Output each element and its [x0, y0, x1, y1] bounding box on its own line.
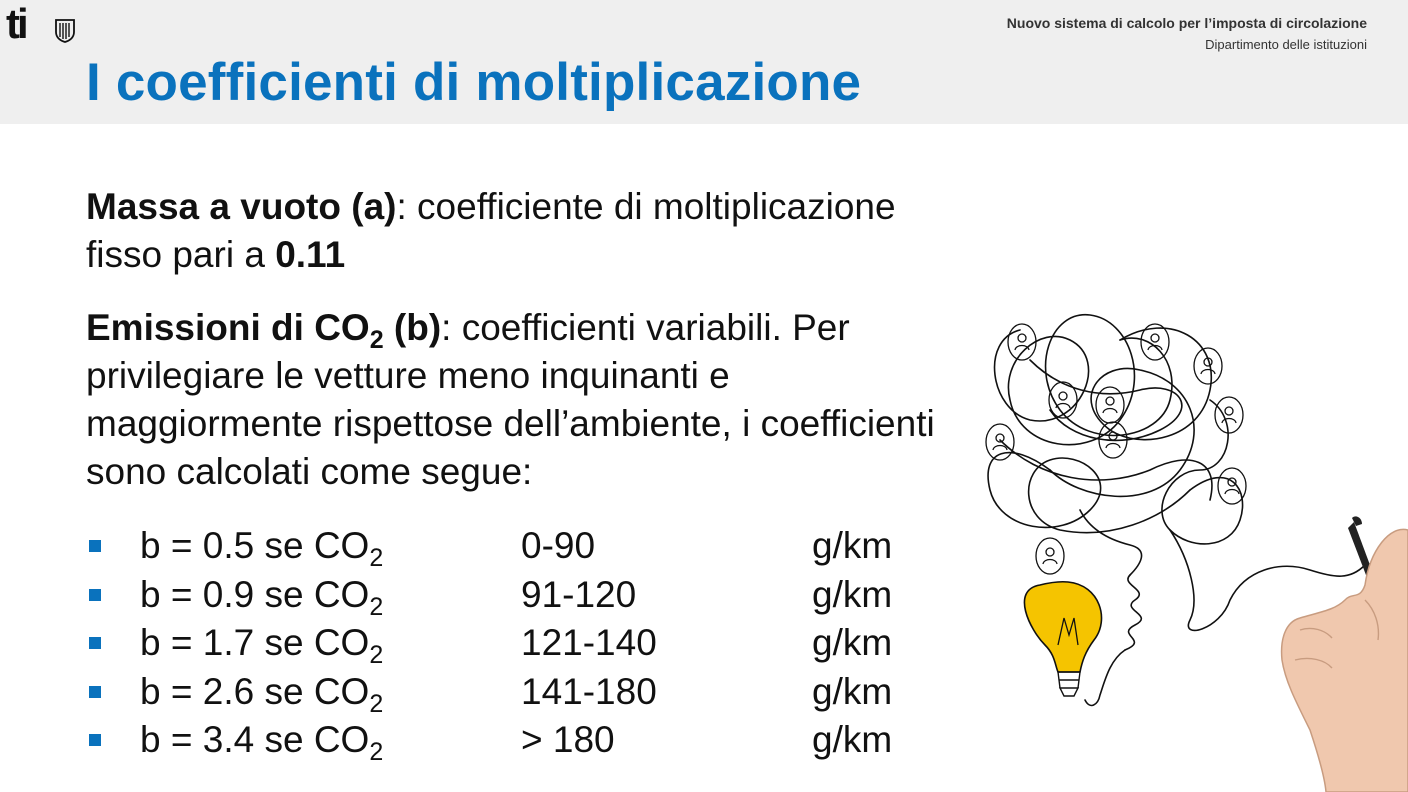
co2-range: 91-120: [521, 573, 637, 615]
co2-text: : coefficienti variabili. Per privilegiare le vetture meno inquinanti e maggiormente rispettose dell’ambiente, i coefficienti sono calcolati come segue:: [86, 307, 935, 492]
unit-label: g/km: [812, 573, 893, 615]
square-bullet-icon: [89, 540, 101, 552]
document-subtitle: Nuovo sistema di calcolo per l’imposta di circolazione: [1006, 15, 1367, 31]
department-name: Dipartimento delle istituzioni: [1205, 37, 1367, 52]
unit-label: g/km: [812, 719, 893, 760]
mass-value: 0.11: [275, 234, 346, 275]
hand-with-pen-icon: [1282, 516, 1408, 792]
co2-term-suffix: (b): [383, 307, 442, 348]
co2-range: > 180: [521, 719, 615, 760]
coefficient-label: b = 0.5 se $CO_2$: [140, 525, 384, 572]
co2-term: [86, 307, 442, 354]
person-bubble-icons: [986, 324, 1246, 574]
coefficient-label: b = 1.7 se $CO_2$: [140, 622, 384, 669]
unit-label: g/km: [812, 670, 893, 712]
co2-range: 121-140: [521, 622, 657, 663]
header-bar: [0, 0, 1408, 124]
square-bullet-icon: [89, 686, 101, 698]
logo-text: ti: [6, 0, 26, 47]
square-bullet-icon: [89, 734, 101, 746]
co2-term-sub: 2: [369, 326, 384, 354]
co2-range: 0-90: [521, 525, 596, 566]
co2-range: 141-180: [521, 670, 657, 712]
crest-icon: [54, 19, 76, 43]
square-bullet-icon: [89, 637, 101, 649]
co2-term-prefix: Emissioni di CO: [86, 307, 370, 348]
square-bullet-icon: [89, 589, 101, 601]
tangle-lightbulb-illustration: [960, 300, 1408, 792]
coefficient-label: b = 2.6 se $CO_2$: [140, 670, 384, 718]
unit-label: g/km: [812, 525, 893, 566]
ticino-logo: [6, 0, 76, 47]
mass-term: Massa a vuoto (a): [86, 186, 397, 227]
lightbulb-icon: [1024, 582, 1101, 696]
mass-text: : coefficiente di moltiplicazione fisso pari a: [86, 186, 896, 275]
co2-paragraph: [86, 304, 946, 496]
page-title: I coefficienti di moltiplicazione: [86, 53, 862, 112]
mass-paragraph: [86, 183, 906, 279]
coefficient-label: b = 3.4 se $CO_2$: [140, 719, 384, 766]
unit-label: g/km: [812, 622, 893, 663]
coefficient-label: b = 0.9 se $CO_2$: [140, 573, 384, 621]
